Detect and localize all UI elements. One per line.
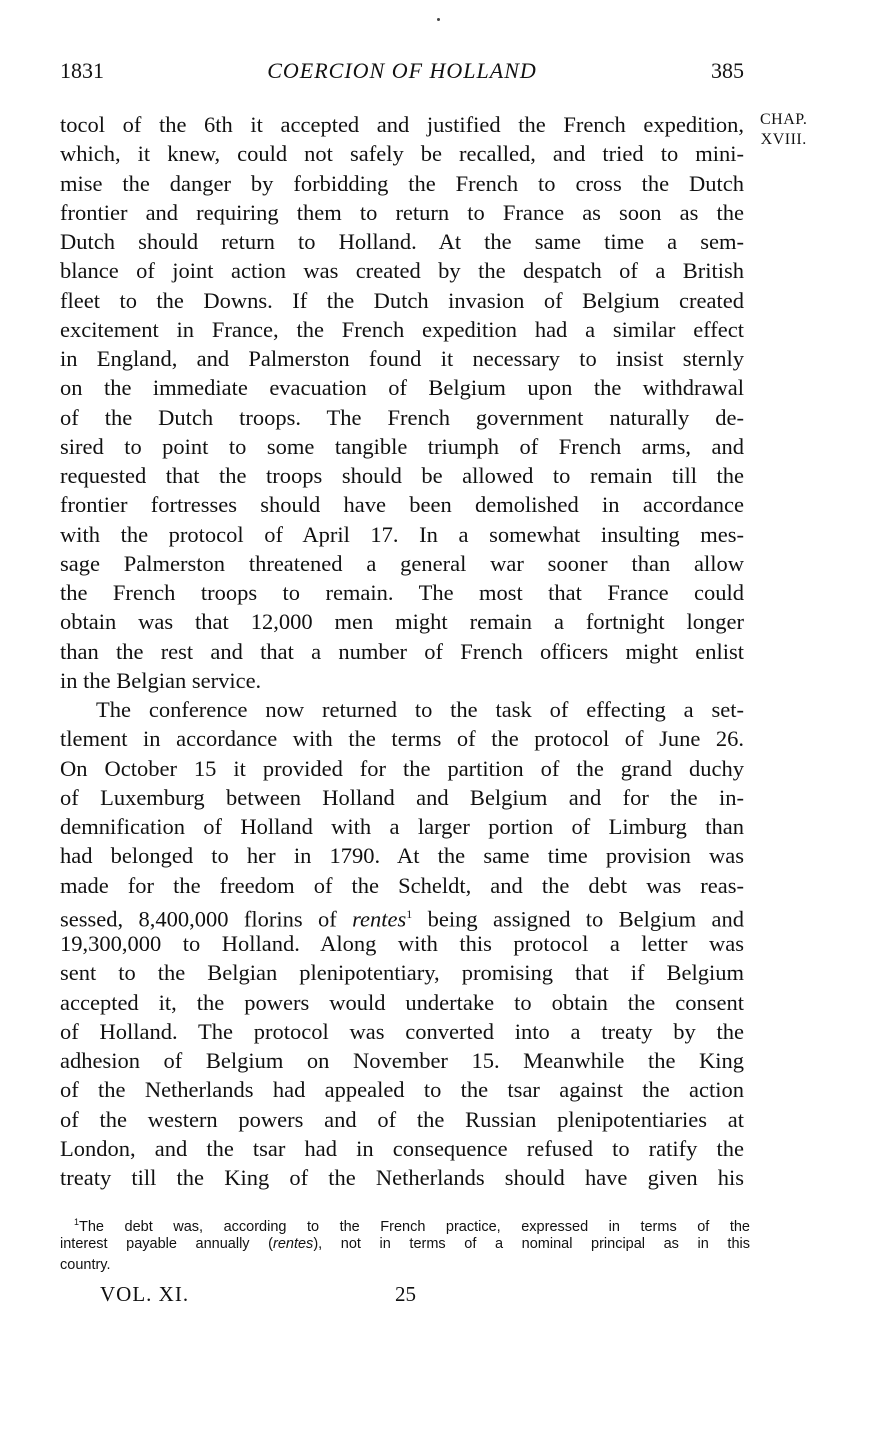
footnote-text: ), not in terms of a nominal principal as in this xyxy=(313,1235,750,1252)
text-line: made for the freedom of the Scheldt, and the debt was reas- xyxy=(60,872,744,898)
text-line: on the immediate evacuation of Belgium upon the withdrawal xyxy=(60,375,744,401)
margin-note-number: XVIII. xyxy=(760,131,807,148)
text-line: of the western powers and of the Russian plenipotentiaries at xyxy=(60,1106,744,1132)
text-line: adhesion of Belgium on November 15. Meanwhile the King xyxy=(60,1048,744,1073)
text-line: tlement in accordance with the terms of the protocol of June 26. xyxy=(60,726,744,752)
text-line: Dutch should return to Holland. At the same time a sem- xyxy=(60,229,744,254)
text-line: than the rest and that a number of French officers might enlist xyxy=(60,638,744,664)
page-number: 385 xyxy=(711,58,744,83)
text-line-part: being assigned to Belgium and xyxy=(427,906,745,932)
footnote-text: interest payable annually ( xyxy=(60,1235,273,1252)
text-line: of Holland. The protocol was converted into a treaty by the xyxy=(60,1018,744,1044)
text-line: in England, and Palmerston found it necessary to insist sternly xyxy=(60,346,744,371)
footnote-marker: 1 xyxy=(74,1217,80,1227)
text-line: obtain was that 12,000 men might remain a fortnight longer xyxy=(60,609,744,635)
footnote-text: The debt was, according to the French practice, expressed in terms of the xyxy=(79,1218,750,1235)
footnote-rentes-term: rentes xyxy=(273,1235,314,1252)
text-line: of the Dutch troops. The French government naturally de- xyxy=(60,404,744,430)
volume-label: VOL. XI. xyxy=(100,1282,190,1306)
text-line: 19,300,000 to Holland. Along with this protocol a letter was xyxy=(60,931,744,956)
text-line: of the Netherlands had appealed to the tsar against the action xyxy=(60,1077,744,1103)
text-line: demnification of Holland with a larger portion of Limburg than xyxy=(60,814,744,839)
text-line: sage Palmerston threatened a general war sooner than allow xyxy=(60,550,744,576)
text-line: mise the danger by forbidding the French to cross the Dutch xyxy=(60,170,744,196)
text-line: blance of joint action was created by the despatch of a British xyxy=(60,258,744,284)
sheet-signature: 25 xyxy=(395,1282,416,1306)
running-header xyxy=(60,58,744,92)
text-line: in the Belgian service. xyxy=(60,667,262,693)
header-year: 1831 xyxy=(60,58,104,83)
text-line: frontier fortresses should have been demolished in accordance xyxy=(60,492,744,518)
footnote xyxy=(60,1212,750,1277)
text-line: treaty till the King of the Netherlands should have given his xyxy=(60,1165,744,1190)
text-line: sired to point to some tangible triumph of French arms, and xyxy=(60,433,744,459)
footnote-line xyxy=(60,1234,750,1256)
signature-line xyxy=(100,1282,440,1312)
footnote-line: country. xyxy=(60,1257,111,1273)
text-line: London, and the tsar had in consequence refused to ratify the xyxy=(60,1135,744,1161)
text-line-part: sessed, 8,400,000 florins of xyxy=(60,906,337,932)
text-line-with-footnote-ref xyxy=(60,900,745,932)
margin-note-chap: CHAP. xyxy=(760,111,808,128)
footnote-ref[interactable]: 1 xyxy=(406,906,413,921)
header-title: COERCION OF HOLLAND xyxy=(267,58,537,83)
text-line: requested that the troops should be allowed to remain till the xyxy=(60,463,744,488)
text-line: sent to the Belgian plenipotentiary, promising that if Belgium xyxy=(60,960,744,986)
text-line: fleet to the Downs. If the Dutch invasion of Belgium created xyxy=(60,287,744,313)
text-line: accepted it, the powers would undertake to obtain the consent xyxy=(60,989,744,1015)
body-text xyxy=(60,110,744,1192)
footnote-line xyxy=(60,1212,750,1234)
text-line: On October 15 it provided for the partition of the grand duchy xyxy=(60,755,744,781)
text-line: of Luxemburg between Holland and Belgium and for the in- xyxy=(60,784,744,810)
text-line: which, it knew, could not safely be recalled, and tried to mini- xyxy=(60,141,744,167)
printer-mark xyxy=(437,18,440,21)
text-line: The conference now returned to the task of effecting a set- xyxy=(96,697,744,722)
text-line: frontier and requiring them to return to France as soon as the xyxy=(60,199,744,225)
rentes-term: rentes xyxy=(352,906,407,932)
text-line: had belonged to her in 1790. At the same time provision was xyxy=(60,843,744,869)
text-line: with the protocol of April 17. In a somewhat insulting mes- xyxy=(60,521,744,547)
text-line: tocol of the 6th it accepted and justified the French expedition, xyxy=(60,112,744,137)
text-line: excitement in France, the French expedition had a similar effect xyxy=(60,316,744,342)
text-line: the French troops to remain. The most that France could xyxy=(60,580,744,605)
chapter-margin-note xyxy=(760,110,807,150)
